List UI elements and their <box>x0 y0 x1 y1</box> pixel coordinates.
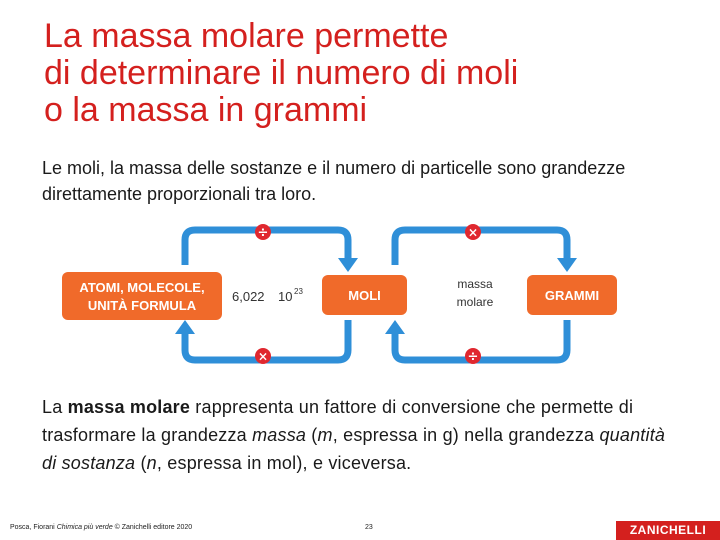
page-number: 23 <box>365 524 373 531</box>
molar-mass-explanation <box>42 393 682 477</box>
body-text: La <box>42 397 68 417</box>
svg-text:massa: massa <box>457 277 493 291</box>
svg-text:molare: molare <box>456 295 494 309</box>
svg-text:÷: ÷ <box>257 225 269 241</box>
svg-text:MOLI: MOLI <box>348 288 381 303</box>
svg-text:10: 10 <box>278 289 293 304</box>
slide-title <box>44 18 684 129</box>
title-line-2: di determinare il numero di moli <box>44 54 519 92</box>
left-top-arrow <box>185 230 358 272</box>
citation-publisher: © Zanichelli editore 2020 <box>112 524 193 531</box>
multiply-circle-bottom-left <box>255 348 271 364</box>
title-line-3: o la massa in grammi <box>44 91 368 129</box>
body-italic-symbol: n <box>146 453 157 473</box>
grams-box <box>527 275 617 315</box>
svg-text:GRAMMI: GRAMMI <box>544 288 600 303</box>
citation-authors: Posca, Fiorani <box>10 524 57 531</box>
svg-text:6,022: 6,022 <box>232 289 265 304</box>
right-top-arrow <box>395 230 577 272</box>
citation-book-title: Chimica più verde <box>56 524 113 531</box>
svg-text:ATOMI, MOLECOLE,: ATOMI, MOLECOLE, <box>79 280 205 295</box>
conversion-diagram <box>60 220 620 375</box>
body-text: rappresenta un fattore di conversione che permette di trasformare la grandezza <box>42 397 634 445</box>
divide-circle-top-left <box>255 224 271 241</box>
body-italic-term: quantità di sostanza <box>42 425 666 473</box>
multiply-circle-top-right <box>465 224 481 240</box>
molar-mass-label <box>457 277 494 309</box>
publisher-logo-text: ZANICHELLI <box>629 523 707 537</box>
body-text: , espressa in mol), e viceversa. <box>156 453 412 473</box>
body-text: , espressa in g) nella grandezza <box>332 425 600 445</box>
avogadro-number <box>232 287 303 304</box>
publisher-logo <box>616 521 720 540</box>
body-italic-term: massa <box>252 425 307 445</box>
intro-text: Le moli, la massa delle sostanze e il numero di particelle sono grandezze direttamente proporzionali tra loro. <box>42 158 626 204</box>
svg-text:×: × <box>257 349 269 364</box>
moles-box <box>322 275 407 315</box>
particles-box <box>62 272 222 320</box>
svg-text:23: 23 <box>294 287 303 296</box>
body-italic-symbol: m <box>317 425 333 445</box>
svg-text:÷: ÷ <box>467 349 479 365</box>
body-text: ( <box>135 453 147 473</box>
body-text: ( <box>306 425 318 445</box>
body-bold-term: massa molare <box>67 397 191 417</box>
footer-citation <box>10 524 192 531</box>
title-line-1: La massa molare permette <box>44 17 449 55</box>
svg-text:×: × <box>467 225 479 240</box>
svg-text:UNITÀ FORMULA: UNITÀ FORMULA <box>87 298 197 313</box>
